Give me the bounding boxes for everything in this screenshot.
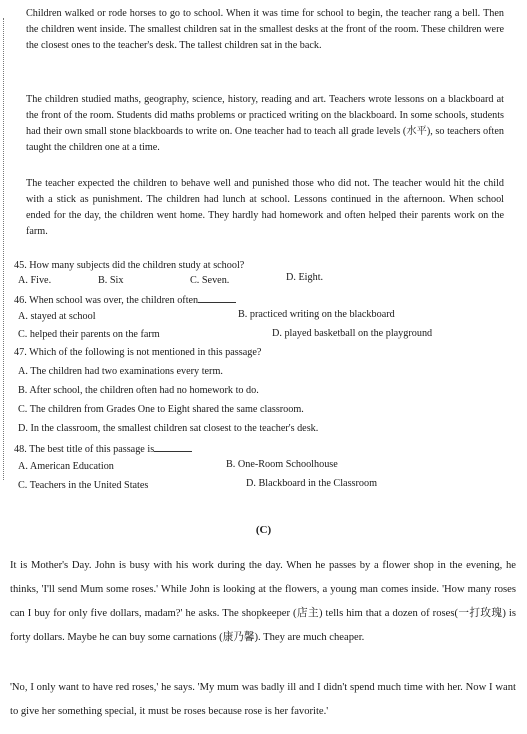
question-46-stem-text: 46. When school was over, the children often (14, 295, 199, 306)
passage-paragraph-3: The teacher expected the children to behave well and punished those who did not. The teacher would hit the child with a stick as punishment. The children had lunch at school. Lessons continued in the afternoon. When school ended for the day, the children went home. They hardly had homework and often helped their parents work on the farm. (26, 178, 504, 237)
question-45-option-b: B. Six (98, 275, 124, 286)
section-title: (C) (255, 524, 272, 536)
question-47-stem: 47. Which of the following is not mentioned in this passage? (14, 347, 262, 358)
answer-blank (154, 442, 192, 452)
question-46-option-d: D. played basketball on the playground (272, 328, 433, 339)
question-45-option-a: A. Five. (18, 275, 52, 286)
question-47-option-a: A. The children had two examinations every term. (18, 366, 223, 377)
question-47-option-d: D. In the classroom, the smallest children sat closest to the teacher's desk. (18, 423, 319, 434)
question-48-option-a: A. American Education (18, 461, 114, 472)
question-48-option-b: B. One-Room Schoolhouse (226, 459, 338, 470)
question-48-stem (14, 442, 192, 455)
question-45-option-d: D. Eight. (286, 272, 324, 283)
margin-dotted-line (3, 18, 4, 480)
answer-blank (198, 293, 236, 303)
question-48-option-d: D. Blackboard in the Classroom (246, 478, 377, 489)
question-46-option-b: B. practiced writing on the blackboard (238, 309, 395, 320)
question-47-option-b: B. After school, the children often had no homework to do. (18, 385, 259, 396)
question-48-stem-text: 48. The best title of this passage is (14, 444, 155, 455)
section-c-paragraph-2: 'No, I only want to have red roses,' he says. 'My mum was badly ill and I didn't spend much time with her. Now I want to give her something special, it must be roses because rose is her favorite.' (10, 682, 516, 717)
question-46-option-c: C. helped their parents on the farm (18, 329, 160, 340)
passage-paragraph-1: Children walked or rode horses to go to school. When it was time for school to begin, the teacher rang a bell. Then the children went inside. The smallest children sat in the smallest desks at the front of the room. These children were the closest ones to the teacher's desk. The tallest children sat in the back. (26, 8, 504, 51)
section-c-paragraph-1: It is Mother's Day. John is busy with his work during the day. When he passes by a flower shop in the evening, he thinks, 'I'll send Mum some roses.' While John is looking at the flowers, a young man comes inside. 'How many roses can I buy for only five dollars, madam?' he asks. The shopkeeper (店主) tells him that a dozen of roses(一打玫瑰) is forty dollars. Maybe he can buy some carnations (康乃馨). They are much cheaper. (10, 560, 516, 643)
question-45-option-c: C. Seven. (190, 275, 230, 286)
question-48-option-c: C. Teachers in the United States (18, 480, 149, 491)
passage-paragraph-2: The children studied maths, geography, science, history, reading and art. Teachers wrote lessons on a blackboard at the front of the room. Students did maths problems or practiced writing on the blackboard. In some schools, students had their own small stone blackboards to write on. One teacher had to teach all grade levels (水平), so teachers often taught the children one at a time. (26, 94, 504, 153)
question-46-option-a: A. stayed at school (18, 311, 96, 322)
question-45-stem: 45. How many subjects did the children study at school? (14, 260, 245, 271)
question-47-option-c: C. The children from Grades One to Eight shared the same classroom. (18, 404, 304, 415)
question-46-stem (14, 293, 236, 306)
